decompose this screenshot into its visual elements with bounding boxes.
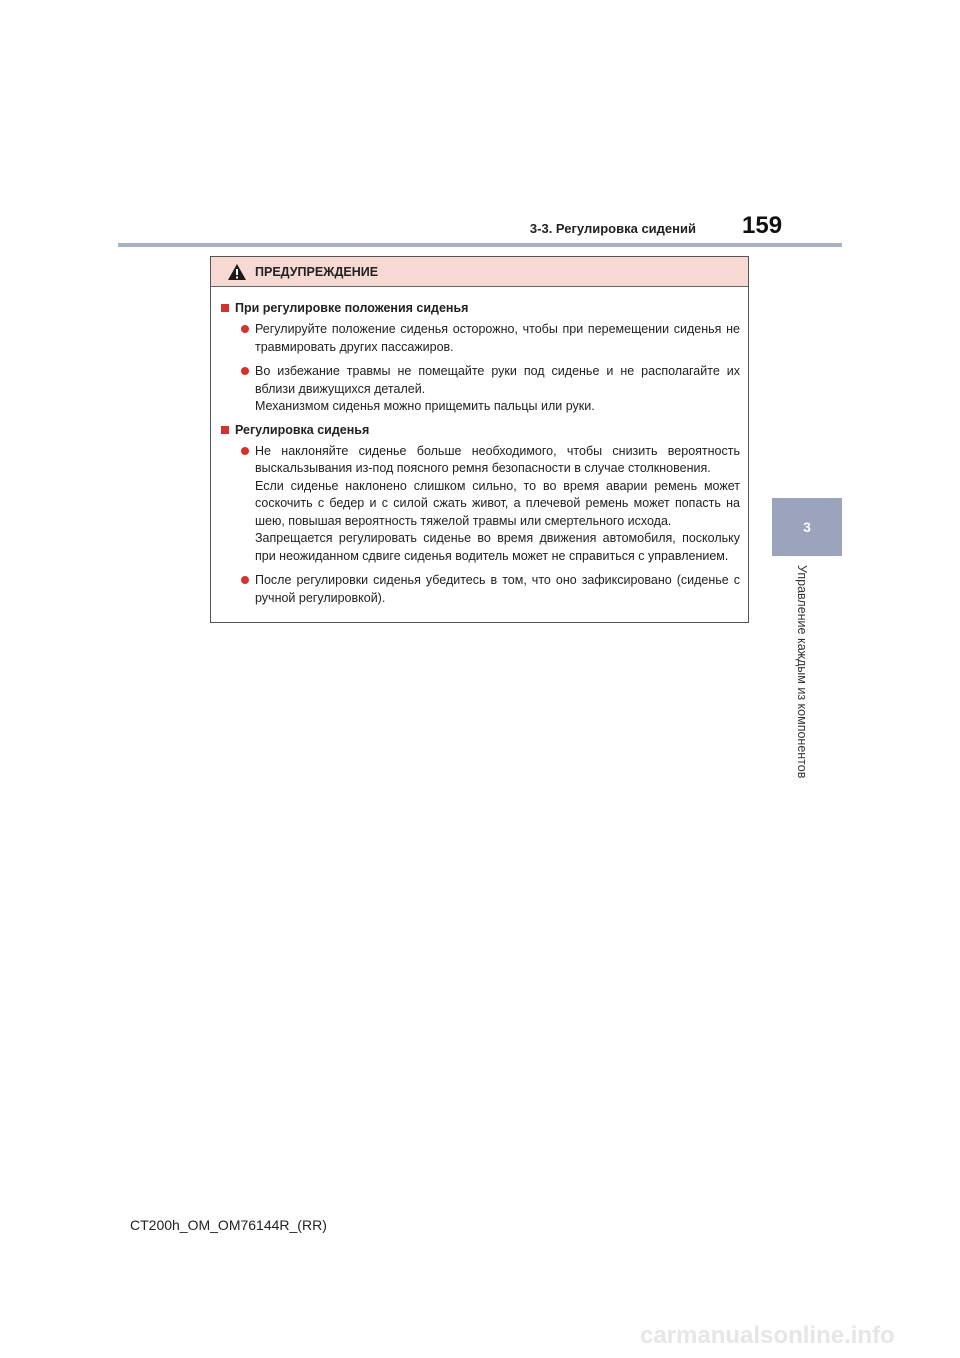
chapter-number: 3 — [803, 519, 811, 535]
chapter-tab[interactable] — [772, 498, 842, 556]
page-header — [0, 0, 960, 250]
subheading-seat-adjust: Регулировка сиденья — [221, 423, 740, 437]
warning-header — [211, 257, 748, 287]
subheading-seat-position: При регулировке положения сиденья — [221, 301, 740, 315]
header-rule — [118, 243, 842, 247]
chapter-label: Управление каждым из компонентов — [795, 565, 809, 779]
square-bullet-icon — [221, 304, 229, 312]
dot-bullet-icon — [241, 576, 249, 584]
bullet-line: Запрещается регулировать сиденье во время движения автомобиля, поскольку при неожиданном сдвиге сиденья водитель может не справиться с управлением. — [255, 531, 740, 563]
bullet-line: Регулируйте положение сиденья осторожно, чтобы при перемещении сиденья не травмировать других пассажиров. — [255, 322, 740, 354]
dot-bullet-icon — [241, 447, 249, 455]
square-bullet-icon — [221, 426, 229, 434]
list-item — [241, 443, 740, 566]
warning-triangle-icon — [227, 263, 247, 281]
warning-title: ПРЕДУПРЕЖДЕНИЕ — [255, 264, 379, 279]
bullet-line: Механизмом сиденья можно прищемить пальцы или руки. — [255, 399, 595, 413]
bullet-line: Если сиденье наклонено слишком сильно, то во время аварии ремень может соскочить с бедер и с силой сжать живот, а плечевой ремень может попасть на шею, повышая вероятность тяжелой травмы или смертельного исхода. — [255, 478, 740, 528]
section-title: 3-3. Регулировка сидений — [529, 221, 696, 236]
dot-bullet-icon — [241, 367, 249, 375]
warning-box — [210, 256, 749, 623]
dot-bullet-icon — [241, 325, 249, 333]
list-item — [241, 572, 740, 607]
warning-body — [211, 287, 748, 607]
list-item — [241, 363, 740, 416]
bullet-line: После регулировки сиденья убедитесь в том, что оно зафиксировано (сиденье с ручной регулировкой). — [255, 573, 740, 605]
list-item — [241, 321, 740, 356]
watermark-text: carmanualsonline.info — [640, 1322, 895, 1349]
bullet-line: Не наклоняйте сиденье больше необходимого, чтобы снизить вероятность выскальзывания из-под поясного ремня безопасности в случае столкновения. — [255, 443, 740, 475]
page-number: 159 — [742, 212, 783, 239]
bullet-line: Во избежание травмы не помещайте руки под сиденье и не располагайте их вблизи движущихся деталей. — [255, 364, 740, 396]
document-code: CT200h_OM_OM76144R_(RR) — [130, 1217, 327, 1233]
